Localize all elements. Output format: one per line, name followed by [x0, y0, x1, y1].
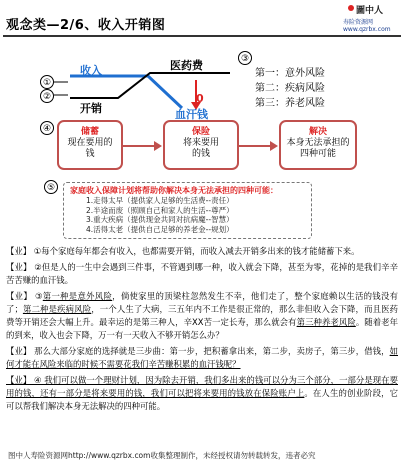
marker-4: ④: [40, 121, 54, 135]
risk-item: 第二：疾病风险: [255, 83, 325, 94]
emphasis-text: 第二种是疾病风险: [22, 304, 92, 314]
emphasis-text: 第一种是意外风险: [42, 291, 113, 301]
risk-list: [255, 66, 325, 111]
paragraph-text: 。随着老年的到来，收入也会下降，万一有一天收入不够开销怎么办？: [6, 317, 399, 340]
marker-3: ③: [238, 51, 252, 65]
sweat-money-label: 血汗钱: [175, 108, 208, 121]
emphasis-text: 【业】 ④ 我们可以做一个理财计划，因为除去开销，我们多出来的钱可以分为三个部分，一部分是现在要用的钱，还有一部分是将来要用的钱，我们可以把将来要用的钱放在保险账户上: [6, 375, 398, 398]
savings-title: 储蓄: [80, 127, 99, 137]
paragraph-text: 【业】 那么大部分家庭的选择就是三步曲：第一步，把积蓄拿出来，第二步，卖房子，第三步，借钱，: [6, 346, 390, 356]
solution-body: 本身无法承担的四种可能: [286, 138, 350, 159]
footer-note: 图中人寿险资源网http://www.qzrbx.com收集整理制作，未经授权请勿转载转发，违者必究: [8, 451, 316, 460]
plan-title: 家庭收入保障计划将帮助你解决本身无法承担的四种可能：: [70, 186, 278, 195]
insurance-title: 保险: [191, 127, 210, 137]
marker-2: ②: [40, 89, 54, 103]
marker-5: ⑤: [44, 180, 58, 194]
paragraph-4: [6, 345, 398, 371]
plan-item: 4.活得太老（提供自己足够的养老金--规划）: [86, 224, 234, 234]
paragraph-text: 【业】 ②但是人的一生中会遇到三件事，不管遇到哪一种，收入就会下降，甚至为零，花掉的是我们辛辛苦苦赚的血汗钱。: [6, 262, 398, 285]
logo-subtext: 寿险资源网 www.qzrbx.com: [343, 19, 391, 33]
expense-label: 开销: [80, 102, 102, 115]
plan-item: 2.半途而废（照顾自己和家人的生活--尊严）: [86, 205, 234, 215]
explanation-text: [6, 245, 398, 416]
paragraph-text: 【业】 ③: [6, 291, 43, 301]
zero-label: 0: [196, 92, 204, 105]
savings-box: [57, 120, 123, 170]
emphasis-text: 如何才能在风险来临的时候不需要花我们辛苦赚积累的血汗钱呢？: [6, 346, 398, 369]
paragraph-text: ，倘使家里的顶梁柱忽然发生不幸，他们走了，整个家庭赖以生活的钱没有了；: [6, 291, 399, 314]
logo-text: 圖中人: [356, 6, 384, 16]
solution-box: [279, 120, 357, 170]
insurance-body: 将来要用的钱: [182, 138, 219, 159]
medical-cost-label: 医药费: [170, 59, 203, 72]
paragraph-text: 。在人生的创业阶段，它可以帮我们解决本身无法解决的四种可能。: [6, 388, 398, 411]
emphasis-text: 第三种养老风险: [296, 317, 356, 327]
solution-title: 解决: [308, 127, 327, 137]
paragraph-text: 【业】 ①每个家庭每年都会有收入，也都需要开销，而收入减去开销多出来的钱才能储蓄下来。: [6, 246, 360, 256]
protection-plan-box: [63, 182, 312, 239]
paragraph-2: [6, 261, 398, 287]
savings-body: 现在要用的钱: [67, 138, 113, 159]
paragraph-1: [6, 245, 398, 258]
plan-item: 1.走得太早（提供家人足够的生活费--责任）: [86, 196, 234, 205]
paragraph-5: [6, 374, 398, 413]
arrow-right-icon: [270, 141, 278, 151]
paragraph-3: [6, 290, 398, 342]
arrow-right-icon: [154, 141, 162, 151]
insurance-box: [163, 120, 239, 170]
income-label: 收入: [80, 64, 102, 77]
marker-1: ①: [40, 75, 54, 89]
risk-item: 第一：意外风险: [255, 68, 325, 79]
page-title: 观念类—2/6、收入开销图: [6, 18, 166, 33]
plan-item: 3.重大疾病（提供现金共同对抗病魔--智慧）: [86, 215, 234, 224]
risk-item: 第三：养老风险: [255, 98, 325, 109]
paragraph-text: ，一个人生了大病，三五年内不工作是很正常的，那么非但收入会下降，而且医药费等开销还会大幅上升。最幸运的是第三种人，辛XX苦一定长寿，那么就会有: [6, 304, 399, 327]
